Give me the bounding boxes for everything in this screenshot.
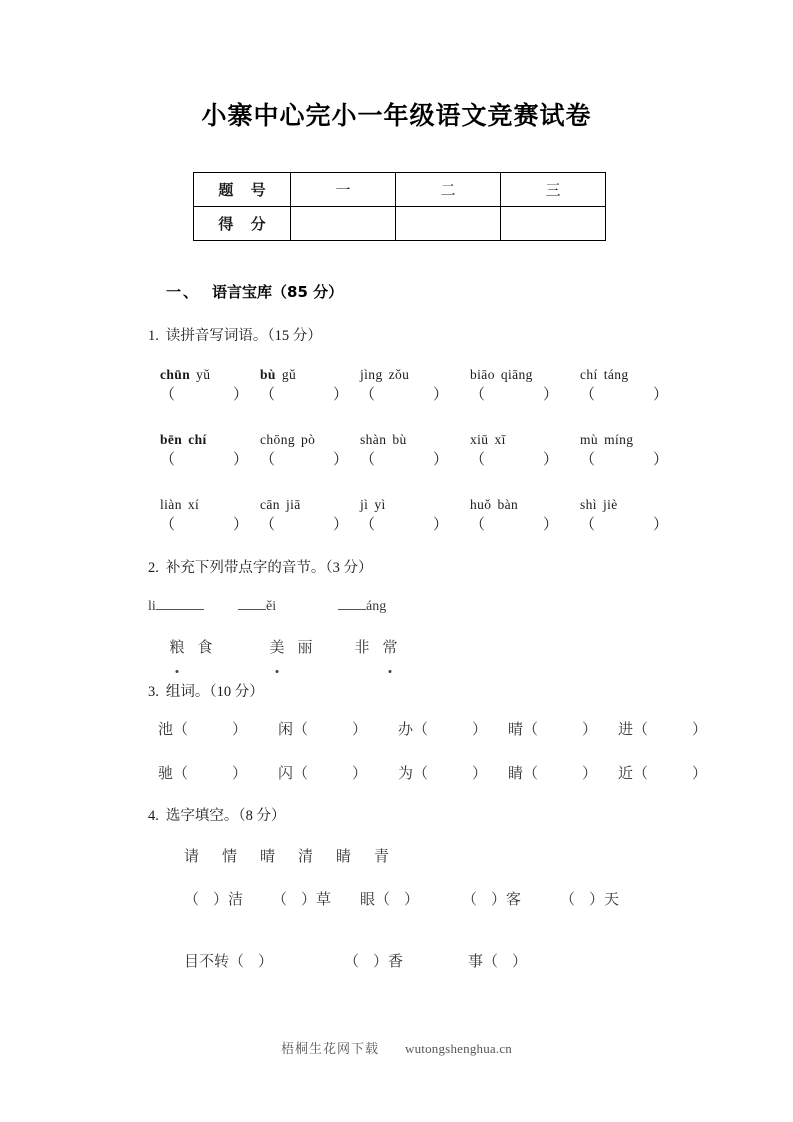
bank-character[interactable]: 晴 (260, 847, 276, 865)
answer-parentheses[interactable]: （ ） (360, 517, 449, 533)
pinyin-group (580, 366, 668, 408)
question-4-text: 选字填空。（8 分） (165, 808, 286, 824)
pinyin-syllable: chí (580, 367, 598, 382)
pinyin-syllable: jiā (285, 497, 301, 512)
answer-parentheses[interactable]: （ ） (470, 517, 559, 533)
answer-parentheses[interactable]: （ ） (360, 452, 449, 468)
pinyin-syllable: táng (603, 367, 629, 382)
table-cell-score-3[interactable] (501, 207, 606, 241)
word-formation-item[interactable] (398, 762, 487, 783)
question-3-text: 组词。（10 分） (165, 684, 264, 700)
base-character: 进 (618, 720, 634, 738)
syllable-suffix: áng (366, 599, 387, 614)
syllable-prefix: li (148, 599, 156, 614)
answer-parentheses[interactable]: （ ） (375, 892, 420, 908)
pinyin-text (260, 431, 348, 449)
fill-suffix-text: 客 (506, 890, 522, 908)
word-formation-row-1 (158, 718, 708, 744)
question-2-text: 补充下列带点字的音节。（3 分） (165, 560, 373, 576)
pinyin-text (160, 496, 248, 514)
fill-blank-item[interactable] (560, 888, 619, 909)
word-formation-item[interactable] (278, 762, 367, 783)
pinyin-group (360, 496, 448, 538)
pinyin-group (160, 366, 248, 408)
syllable-suffix: ěi (266, 599, 277, 614)
pinyin-group (470, 431, 558, 473)
pinyin-syllable: yǔ (196, 367, 211, 382)
fill-suffix-text: 洁 (228, 890, 244, 908)
character-bank (184, 845, 412, 866)
table-cell-question-3: 三 (501, 173, 606, 207)
question-2-number: 2. (148, 560, 159, 576)
word-character: 非 (354, 638, 370, 656)
answer-parentheses[interactable]: （ ） (580, 452, 669, 468)
question-2-label (148, 556, 373, 577)
pinyin-syllable: bēn (160, 432, 183, 447)
answer-parentheses[interactable]: （ ） (229, 954, 274, 970)
answer-parentheses[interactable]: （ ） (462, 892, 507, 908)
pinyin-row-3 (160, 496, 669, 538)
answer-parentheses[interactable]: （ ） (413, 766, 488, 782)
fill-blank-item[interactable] (468, 950, 527, 971)
pinyin-syllable: chí (188, 432, 207, 447)
table-cell-question-2: 二 (396, 173, 501, 207)
blank-underline[interactable] (338, 596, 366, 610)
pinyin-text (160, 366, 248, 384)
answer-parentheses[interactable]: （ ） (633, 722, 708, 738)
pinyin-text (580, 496, 668, 514)
pinyin-syllable: huǒ (470, 497, 492, 512)
pinyin-syllable: xiū (470, 432, 489, 447)
syllable-blank[interactable] (338, 596, 386, 615)
pinyin-syllable: shàn (360, 432, 387, 447)
pinyin-group (260, 366, 348, 408)
question-1-label (148, 324, 322, 345)
pinyin-text (360, 366, 448, 384)
answer-parentheses[interactable]: （ ） (523, 722, 598, 738)
fill-suffix-text: 香 (388, 952, 404, 970)
fill-prefix-text: 事 (468, 952, 484, 970)
question-4-number: 4. (148, 808, 159, 824)
pinyin-syllable: mù (580, 432, 599, 447)
fill-blank-item[interactable] (360, 888, 419, 909)
table-cell-score-2[interactable] (396, 207, 501, 241)
fill-blank-item[interactable] (184, 888, 243, 909)
question-3-label (148, 680, 264, 701)
fill-blank-item[interactable] (344, 950, 403, 971)
pinyin-group (260, 496, 348, 538)
pinyin-syllable: bàn (497, 497, 519, 512)
dotted-character: 美 (260, 636, 294, 657)
bank-character[interactable]: 清 (298, 847, 314, 865)
syllable-blank[interactable] (238, 596, 276, 615)
word-character: 丽 (297, 638, 313, 656)
pinyin-text (580, 366, 668, 384)
base-character: 晴 (508, 720, 524, 738)
pinyin-group (260, 431, 348, 473)
word-formation-item[interactable] (398, 718, 487, 739)
pinyin-syllable: xī (494, 432, 506, 447)
word-formation-item[interactable] (508, 762, 597, 783)
pinyin-syllable: qiāng (500, 367, 533, 382)
pinyin-group (580, 496, 668, 538)
pinyin-group (360, 431, 448, 473)
answer-parentheses[interactable]: （ ） (173, 722, 248, 738)
bank-character[interactable]: 请 (184, 847, 200, 865)
word-character: 食 (197, 638, 213, 656)
bank-character[interactable]: 睛 (336, 847, 352, 865)
question-3-number: 3. (148, 684, 159, 700)
pinyin-syllable: biāo (470, 367, 495, 382)
fill-prefix-text: 眼 (360, 890, 376, 908)
fill-blank-item[interactable] (272, 888, 331, 909)
pinyin-syllable: cān (260, 497, 280, 512)
pinyin-syllable: xí (187, 497, 200, 512)
answer-parentheses[interactable]: （ ） (272, 892, 317, 908)
base-character: 池 (158, 720, 174, 738)
fill-suffix-text: 天 (604, 890, 620, 908)
answer-parentheses[interactable]: （ ） (413, 722, 488, 738)
word-formation-item[interactable] (508, 718, 597, 739)
section-number: 一、 (166, 283, 201, 301)
base-character: 近 (618, 764, 634, 782)
pinyin-syllable: míng (604, 432, 634, 447)
bank-character[interactable]: 情 (222, 847, 238, 865)
blank-underline[interactable] (156, 596, 204, 610)
answer-parentheses[interactable]: （ ） (260, 452, 349, 468)
pinyin-group (160, 496, 248, 538)
pinyin-syllable: bù (392, 432, 407, 447)
fill-blank-item[interactable] (462, 888, 521, 909)
fill-blank-row-2 (184, 950, 654, 976)
pinyin-row-2 (160, 431, 669, 473)
dotted-word (345, 636, 401, 657)
pinyin-group (470, 496, 558, 538)
answer-parentheses[interactable]: （ ） (344, 954, 389, 970)
pinyin-syllable: chōng (260, 432, 295, 447)
answer-parentheses[interactable]: （ ） (470, 452, 559, 468)
fill-suffix-text: 草 (316, 890, 332, 908)
base-character: 为 (398, 764, 414, 782)
pinyin-syllable: chūn (160, 367, 191, 382)
word-formation-item[interactable] (618, 762, 707, 783)
footer-site-name: 梧桐生花网下载 (280, 1042, 379, 1057)
dotted-character: 粮 (160, 636, 194, 657)
section-heading (166, 281, 343, 302)
pinyin-text (470, 496, 558, 514)
dotted-word (160, 636, 216, 657)
pinyin-syllable: liàn (160, 497, 182, 512)
fill-blank-row-1 (184, 888, 654, 914)
pinyin-text (160, 431, 248, 449)
answer-parentheses[interactable]: （ ） (633, 766, 708, 782)
answer-parentheses[interactable]: （ ） (580, 517, 669, 533)
score-table (193, 172, 606, 241)
pinyin-syllable: jìng (360, 367, 383, 382)
pinyin-text (260, 366, 348, 384)
dotted-character: 常 (379, 636, 401, 657)
blank-underline[interactable] (238, 596, 266, 610)
pinyin-row-1 (160, 366, 669, 408)
pinyin-text (360, 496, 448, 514)
question-1-text: 读拼音写词语。（15 分） (165, 328, 322, 344)
pinyin-group (360, 366, 448, 408)
base-character: 驰 (158, 764, 174, 782)
pinyin-text (470, 431, 558, 449)
bank-character[interactable]: 青 (374, 847, 390, 865)
table-header-score: 得 分 (194, 207, 291, 241)
pinyin-syllable: yì (374, 497, 386, 512)
fill-prefix-text: 目不转 (184, 952, 230, 970)
base-character: 办 (398, 720, 414, 738)
answer-parentheses[interactable]: （ ） (293, 722, 368, 738)
answer-parentheses[interactable]: （ ） (360, 387, 449, 403)
footer-url[interactable]: wutongshenghua.cn (404, 1041, 513, 1056)
answer-parentheses[interactable]: （ ） (260, 517, 349, 533)
answer-parentheses[interactable]: （ ） (483, 954, 528, 970)
answer-parentheses[interactable]: （ ） (160, 517, 249, 533)
pinyin-syllable: zǒu (388, 367, 410, 382)
word-formation-item[interactable] (158, 718, 247, 739)
answer-parentheses[interactable]: （ ） (260, 387, 349, 403)
answer-parentheses[interactable]: （ ） (580, 387, 669, 403)
pinyin-syllable: pò (301, 432, 316, 447)
answer-parentheses[interactable]: （ ） (293, 766, 368, 782)
footer (0, 1038, 793, 1057)
table-row-question-numbers (194, 173, 606, 207)
base-character: 闲 (278, 720, 294, 738)
table-cell-score-1[interactable] (291, 207, 396, 241)
answer-parentheses[interactable]: （ ） (173, 766, 248, 782)
syllable-blank[interactable] (148, 596, 204, 615)
pinyin-group (580, 431, 668, 473)
answer-parentheses[interactable]: （ ） (470, 387, 559, 403)
answer-parentheses[interactable]: （ ） (160, 387, 249, 403)
table-header-question-number: 题 号 (194, 173, 291, 207)
question-4-label (148, 804, 286, 825)
word-formation-row-2 (158, 762, 708, 788)
word-formation-item[interactable] (158, 762, 247, 783)
dotted-word (260, 636, 316, 657)
pinyin-syllable: gǔ (281, 367, 297, 382)
question-1-number: 1. (148, 328, 159, 344)
base-character: 睛 (508, 764, 524, 782)
pinyin-syllable: bù (260, 367, 276, 382)
word-formation-item[interactable] (618, 718, 707, 739)
pinyin-group (160, 431, 248, 473)
word-formation-item[interactable] (278, 718, 367, 739)
answer-parentheses[interactable]: （ ） (184, 892, 229, 908)
pinyin-group (470, 366, 558, 408)
pinyin-syllable: jiè (602, 497, 618, 512)
answer-parentheses[interactable]: （ ） (160, 452, 249, 468)
pinyin-text (360, 431, 448, 449)
page-title: 小寨中心完小一年级语文竞赛试卷 (201, 101, 592, 130)
pinyin-text (580, 431, 668, 449)
base-character: 闪 (278, 764, 294, 782)
pinyin-text (470, 366, 558, 384)
pinyin-text (260, 496, 348, 514)
answer-parentheses[interactable]: （ ） (523, 766, 598, 782)
table-row-scores (194, 207, 606, 241)
pinyin-syllable: shì (580, 497, 597, 512)
pinyin-syllable: jì (360, 497, 369, 512)
answer-parentheses[interactable]: （ ） (560, 892, 605, 908)
section-title: 语言宝库（85 分） (212, 283, 344, 301)
table-cell-question-1: 一 (291, 173, 396, 207)
fill-blank-item[interactable] (184, 950, 273, 971)
